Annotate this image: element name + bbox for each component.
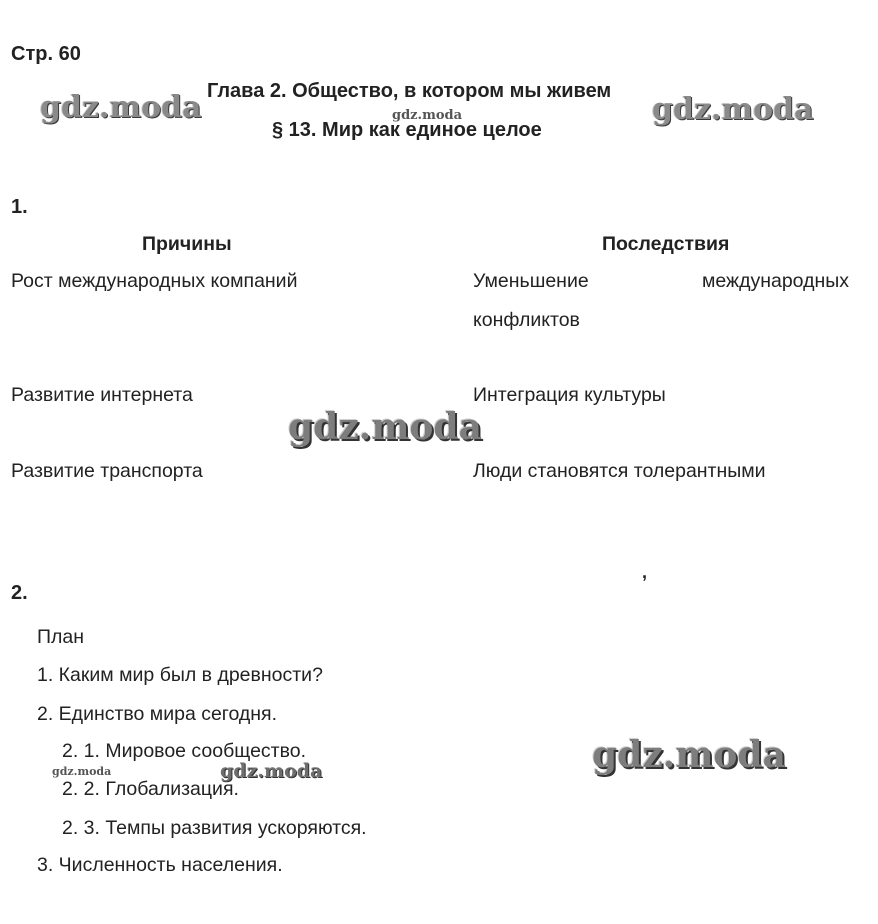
effect-cell: Уменьшение [473,270,589,292]
effect-cell: Интеграция культуры [473,384,666,406]
plan-item: 1. Каким мир был в древности? [37,664,323,686]
watermark-logo: gdz.moda [392,108,463,123]
watermark-logo: gdz.moda [220,760,323,782]
plan-title: План [37,626,85,648]
cause-cell: Рост международных компаний [11,270,298,292]
effect-cell: конфликтов [473,309,580,331]
effect-cell: Люди становятся толерантными [473,460,766,482]
watermark-logo: gdz.moda [288,406,482,448]
chapter-title: Глава 2. Общество, в котором мы живем [207,80,612,102]
plan-subitem: 2. 3. Темпы развития ускоряются. [62,817,367,839]
plan-item: 3. Численность населения. [37,854,283,876]
section-title: § 13. Мир как единое целое [272,119,542,141]
column-header-effects: Последствия [602,233,730,255]
task-number: 2. [11,582,28,604]
task-number: 1. [11,196,28,218]
watermark-logo: gdz.moda [52,765,112,778]
plan-item: 2. Единство мира сегодня. [37,703,278,725]
stray-mark: , [642,562,648,582]
effect-cell: международных [702,270,849,292]
column-header-causes: Причины [142,233,232,255]
page-reference: Стр. 60 [11,43,81,65]
plan-subitem: 2. 1. Мировое сообщество. [62,740,307,762]
watermark-logo: gdz.moda [652,92,814,127]
watermark-logo: gdz.moda [40,90,202,125]
watermark-logo: gdz.moda [592,734,786,776]
cause-cell: Развитие транспорта [11,460,203,482]
plan-subitem: 2. 2. Глобализация. [62,778,239,800]
cause-cell: Развитие интернета [11,384,193,406]
